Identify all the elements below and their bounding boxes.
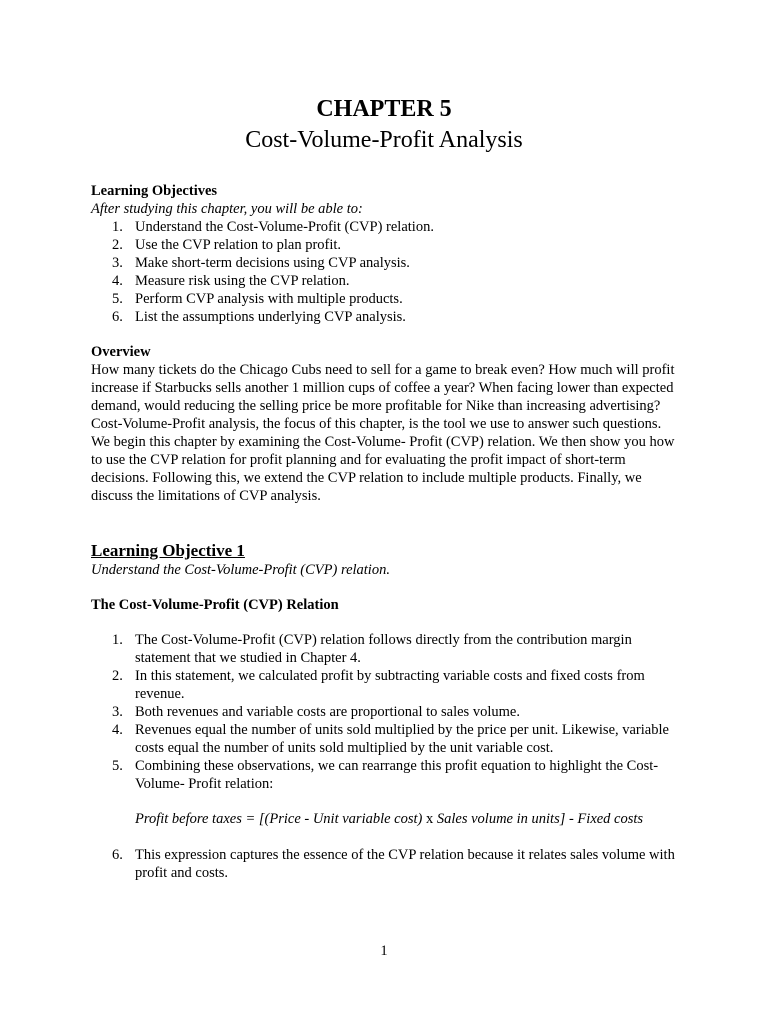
list-item-number: 1.: [112, 632, 123, 648]
cvp-relation-list-item-6: [91, 846, 681, 882]
list-item-number: 3.: [112, 255, 123, 271]
list-item-text: The Cost-Volume-Profit (CVP) relation follows directly from the contribution margin statement that we studied in Chapter 4.: [135, 632, 632, 666]
list-item: [91, 721, 681, 757]
list-item: [91, 846, 681, 882]
formula-part-1: Profit before taxes = [(Price - Unit variable cost): [135, 811, 423, 827]
list-item-text: This expression captures the essence of the CVP relation because it relates sales volume with profit and costs.: [135, 847, 675, 881]
list-item-text: Combining these observations, we can rearrange this profit equation to highlight the Cost- Volume- Profit relation:: [135, 758, 659, 792]
list-item-number: 3.: [112, 704, 123, 720]
list-item-text: Make short-term decisions using CVP analysis.: [135, 255, 410, 271]
list-item: [91, 667, 681, 703]
page-number: 1: [380, 943, 388, 959]
learning-objectives-list: [91, 218, 681, 326]
list-item-text: Understand the Cost-Volume-Profit (CVP) relation.: [135, 219, 434, 235]
list-item: [91, 308, 681, 326]
list-item: [91, 254, 681, 272]
list-item-text: Perform CVP analysis with multiple products.: [135, 291, 403, 307]
list-item-number: 1.: [112, 219, 123, 235]
cvp-relation-list: [91, 631, 681, 793]
learning-objectives-intro: After studying this chapter, you will be able to:: [91, 201, 363, 217]
list-item: [91, 272, 681, 290]
list-item-number: 6.: [112, 309, 123, 325]
list-item-number: 4.: [112, 722, 123, 738]
learning-objective-1-section: [91, 540, 681, 579]
list-item: [91, 757, 681, 793]
list-item: [91, 290, 681, 308]
overview-heading: Overview: [91, 344, 151, 360]
list-item-text: In this statement, we calculated profit by subtracting variable costs and fixed costs from revenue.: [135, 668, 645, 702]
cvp-relation-heading: The Cost-Volume-Profit (CVP) Relation: [91, 597, 339, 613]
cvp-relation-list-continued: [91, 846, 681, 882]
list-item-text: Revenues equal the number of units sold multiplied by the price per unit. Likewise, variable costs equal the number of units sold multiplied by the unit variable cost.: [135, 722, 669, 756]
formula-part-2: Sales volume in units] - Fixed costs: [436, 811, 644, 827]
list-item-number: 2.: [112, 668, 123, 684]
cvp-relation-list-section: [91, 631, 681, 793]
chapter-title: Cost-Volume-Profit Analysis: [245, 127, 523, 153]
chapter-number: CHAPTER 5: [316, 96, 452, 122]
list-item-number: 5.: [112, 758, 123, 774]
list-item-text: Use the CVP relation to plan profit.: [135, 237, 342, 253]
learning-objective-1-subtitle: Understand the Cost-Volume-Profit (CVP) relation.: [91, 562, 390, 578]
list-item-text: Measure risk using the CVP relation.: [135, 273, 350, 289]
formula-operator: x: [426, 811, 434, 827]
list-item-number: 4.: [112, 273, 123, 289]
list-item: [91, 218, 681, 236]
overview-section: [91, 343, 681, 505]
list-item-number: 6.: [112, 847, 123, 863]
learning-objectives-heading: Learning Objectives: [91, 183, 218, 199]
profit-formula: [135, 810, 695, 828]
list-item: [91, 236, 681, 254]
list-item: [91, 703, 681, 721]
overview-paragraph: How many tickets do the Chicago Cubs need to sell for a game to break even? How much will profit increase if Starbucks sells another 1 million cups of coffee a year? When facing lower than expected demand, would reducing the selling price be more profitable for Nike than increasing advertising? Cost-Volume-Profit analysis, the focus of this chapter, is the tool we use to answer such questions. We begin this chapter by examining the Cost-Volume- Profit (CVP) relation. We then show you how to use the CVP relation for profit planning and for evaluating the profit impact of short-term decisions. Following this, we extend the CVP relation to include multiple products. Finally, we discuss the limitations of CVP analysis.: [91, 362, 675, 504]
learning-objective-1-heading: Learning Objective 1: [91, 541, 245, 560]
learning-objectives-section: [91, 182, 681, 326]
list-item-text: Both revenues and variable costs are proportional to sales volume.: [135, 704, 520, 720]
list-item-number: 5.: [112, 291, 123, 307]
list-item-text: List the assumptions underlying CVP analysis.: [135, 309, 406, 325]
list-item: [91, 631, 681, 667]
list-item-number: 2.: [112, 237, 123, 253]
